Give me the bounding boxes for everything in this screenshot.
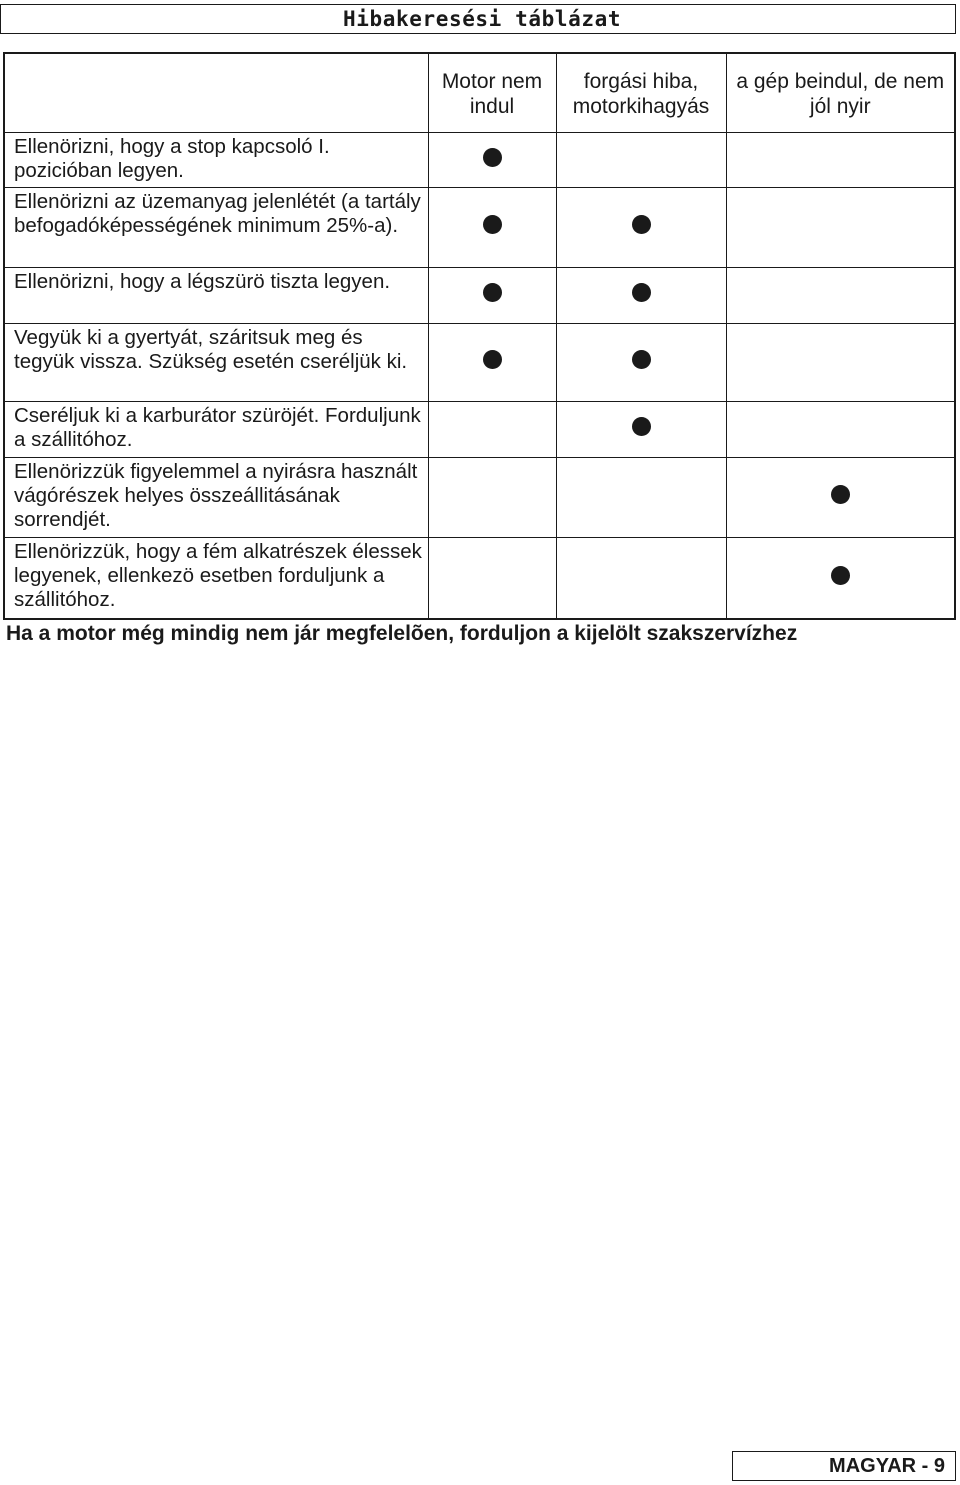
mark-cell <box>428 187 556 267</box>
table-row <box>4 457 955 537</box>
column-header: Motor nem indul <box>428 53 556 132</box>
filled-dot-icon <box>483 350 502 369</box>
filled-dot-icon <box>483 148 502 167</box>
filled-dot-icon <box>831 485 850 504</box>
footer-note: Ha a motor még mindig nem jár megfelelõen, forduljon a kijelölt szakszervízhez <box>6 622 798 645</box>
mark-cell <box>428 537 556 619</box>
mark-cell <box>726 323 955 401</box>
table-row <box>4 132 955 187</box>
table-header-row <box>4 53 955 132</box>
mark-cell <box>556 537 726 619</box>
action-cell: Cseréljuk ki a karburátor szüröjét. Forduljunk a szállitóhoz. <box>4 401 428 457</box>
mark-cell <box>428 323 556 401</box>
mark-cell <box>556 187 726 267</box>
mark-cell <box>428 401 556 457</box>
mark-cell <box>556 457 726 537</box>
table-row <box>4 267 955 323</box>
filled-dot-icon <box>632 350 651 369</box>
mark-cell <box>726 132 955 187</box>
troubleshooting-table <box>3 52 956 620</box>
mark-cell <box>726 267 955 323</box>
mark-cell <box>556 323 726 401</box>
column-header: forgási hiba, motorkihagyás <box>556 53 726 132</box>
mark-cell <box>726 537 955 619</box>
page-number-box <box>732 1451 956 1481</box>
filled-dot-icon <box>632 215 651 234</box>
table-row <box>4 401 955 457</box>
table-row <box>4 537 955 619</box>
mark-cell <box>428 457 556 537</box>
table-row <box>4 323 955 401</box>
header-corner-cell <box>4 53 428 132</box>
mark-cell <box>428 267 556 323</box>
action-cell: Ellenörizzük, hogy a fém alkatrészek élessek legyenek, ellenkezö esetben forduljunk a szállitóhoz. <box>4 537 428 619</box>
mark-cell <box>428 132 556 187</box>
mark-cell <box>556 267 726 323</box>
action-cell: Ellenörizni, hogy a légszürö tiszta legyen. <box>4 267 428 323</box>
table-row <box>4 187 955 267</box>
action-cell: Ellenörizni, hogy a stop kapcsoló I. pozicióban legyen. <box>4 132 428 187</box>
mark-cell <box>726 187 955 267</box>
filled-dot-icon <box>632 283 651 302</box>
mark-cell <box>556 401 726 457</box>
mark-cell <box>556 132 726 187</box>
mark-cell <box>726 457 955 537</box>
action-cell: Ellenörizni az üzemanyag jelenlétét (a tartály befogadóképességének minimum 25%-a). <box>4 187 428 267</box>
title-bar <box>0 4 956 34</box>
page-title: Hibakeresési táblázat <box>343 7 622 31</box>
action-cell: Ellenörizzük figyelemmel a nyirásra használt vágórészek helyes összeállitásának sorrendjét. <box>4 457 428 537</box>
filled-dot-icon <box>831 566 850 585</box>
filled-dot-icon <box>483 283 502 302</box>
filled-dot-icon <box>483 215 502 234</box>
column-header: a gép beindul, de nem jól nyir <box>726 53 955 132</box>
mark-cell <box>726 401 955 457</box>
filled-dot-icon <box>632 417 651 436</box>
page-number-label: MAGYAR - 9 <box>829 1455 945 1477</box>
action-cell: Vegyük ki a gyertyát, száritsuk meg és tegyük vissza. Szükség esetén cseréljük ki. <box>4 323 428 401</box>
